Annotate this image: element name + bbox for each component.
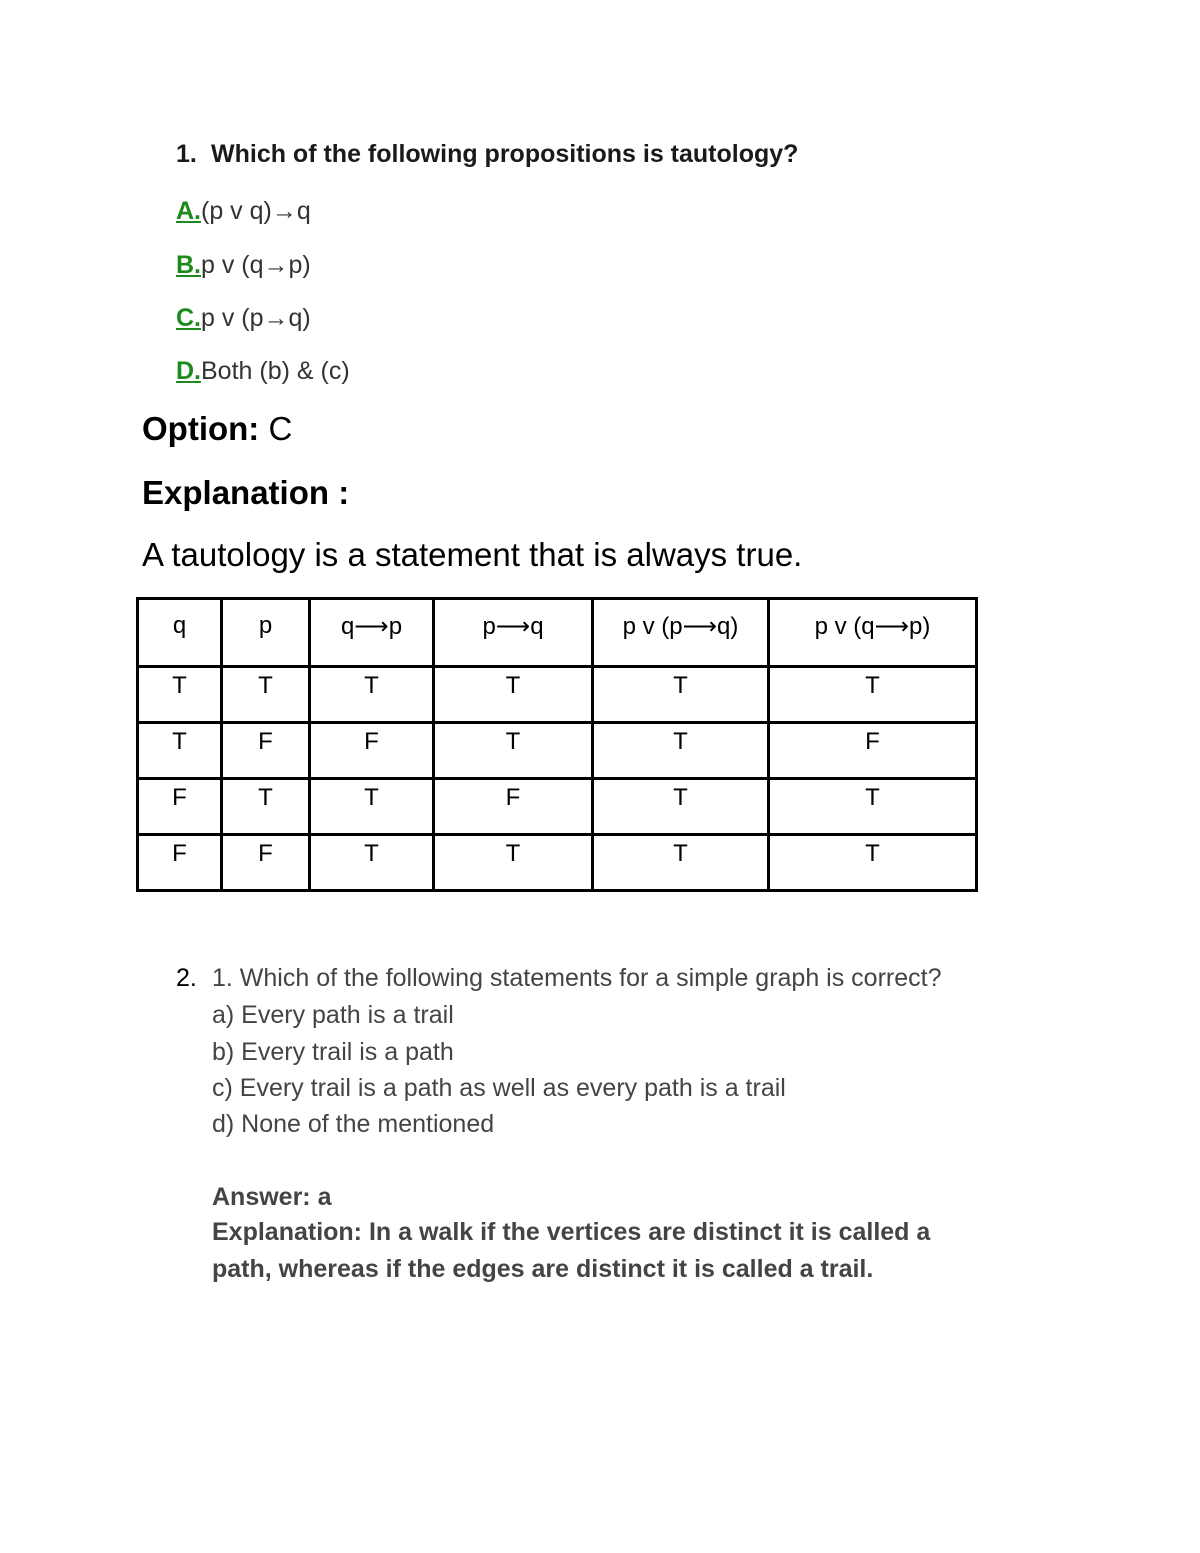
table-cell: F — [434, 779, 593, 835]
option-b-letter: B. — [176, 251, 201, 279]
q2-option-d: d) None of the mentioned — [212, 1110, 495, 1138]
truth-table-header: p⟶q — [434, 599, 593, 667]
question-2-title — [176, 960, 942, 997]
table-cell: F — [138, 779, 222, 835]
q2-option-c: c) Every trail is a path as well as every path is a trail — [212, 1074, 786, 1102]
q2-option-b: b) Every trail is a path — [212, 1038, 454, 1066]
table-row — [138, 779, 977, 835]
table-cell: T — [593, 779, 769, 835]
table-cell: T — [593, 723, 769, 779]
question-1-text: Which of the following propositions is tautology? — [211, 140, 799, 168]
answer-option-label: Option: — [142, 410, 260, 447]
q2-option-a: a) Every path is a trail — [212, 1001, 454, 1029]
option-b — [176, 251, 311, 280]
question-2-text: 1. Which of the following statements for a simple graph is correct? — [212, 964, 942, 992]
table-cell: T — [434, 835, 593, 891]
truth-table-header: p v (p⟶q) — [593, 599, 769, 667]
option-d-letter: D. — [176, 357, 201, 385]
option-c — [176, 304, 311, 333]
q2-explanation-line-1: Explanation: In a walk if the vertices are distinct it is called a — [212, 1218, 931, 1246]
table-cell: T — [222, 667, 310, 723]
table-row — [138, 667, 977, 723]
question-1-number: 1. — [176, 140, 197, 168]
table-cell: T — [769, 835, 977, 891]
table-cell: F — [769, 723, 977, 779]
q2-explanation-line-2: path, whereas if the edges are distinct it is called a trail. — [212, 1255, 874, 1283]
q2-answer: Answer: a — [212, 1183, 332, 1211]
explanation-heading: Explanation : — [142, 474, 350, 511]
table-cell: T — [769, 667, 977, 723]
table-cell: F — [222, 835, 310, 891]
option-a — [176, 197, 311, 226]
table-cell: T — [769, 779, 977, 835]
option-d — [176, 357, 350, 386]
table-row — [138, 723, 977, 779]
answer-option — [142, 410, 292, 448]
truth-table-header: q⟶p — [310, 599, 434, 667]
table-row — [138, 835, 977, 891]
table-cell: T — [434, 667, 593, 723]
table-cell: T — [593, 667, 769, 723]
explanation-text: A tautology is a statement that is always true. — [142, 536, 803, 573]
table-cell: F — [310, 723, 434, 779]
table-cell: F — [138, 835, 222, 891]
table-cell: T — [310, 779, 434, 835]
question-2-number: 2. — [176, 964, 197, 992]
table-cell: T — [138, 667, 222, 723]
truth-table-header: p — [222, 599, 310, 667]
table-cell: T — [434, 723, 593, 779]
table-cell: T — [310, 835, 434, 891]
answer-option-value: C — [259, 410, 293, 447]
truth-table — [136, 597, 978, 892]
option-c-text: p v (p→q) — [201, 304, 311, 332]
table-cell: T — [138, 723, 222, 779]
table-cell: F — [222, 723, 310, 779]
option-b-text: p v (q→p) — [201, 251, 311, 279]
table-cell: T — [593, 835, 769, 891]
option-a-letter: A. — [176, 197, 201, 225]
option-c-letter: C. — [176, 304, 201, 332]
truth-table-header: q — [138, 599, 222, 667]
option-d-text: Both (b) & (c) — [201, 357, 350, 385]
truth-table-header: p v (q⟶p) — [769, 599, 977, 667]
option-a-text: (p v q)→q — [201, 197, 311, 225]
table-cell: T — [222, 779, 310, 835]
truth-table-header-row — [138, 599, 977, 667]
table-cell: T — [310, 667, 434, 723]
question-1-title — [176, 140, 798, 169]
